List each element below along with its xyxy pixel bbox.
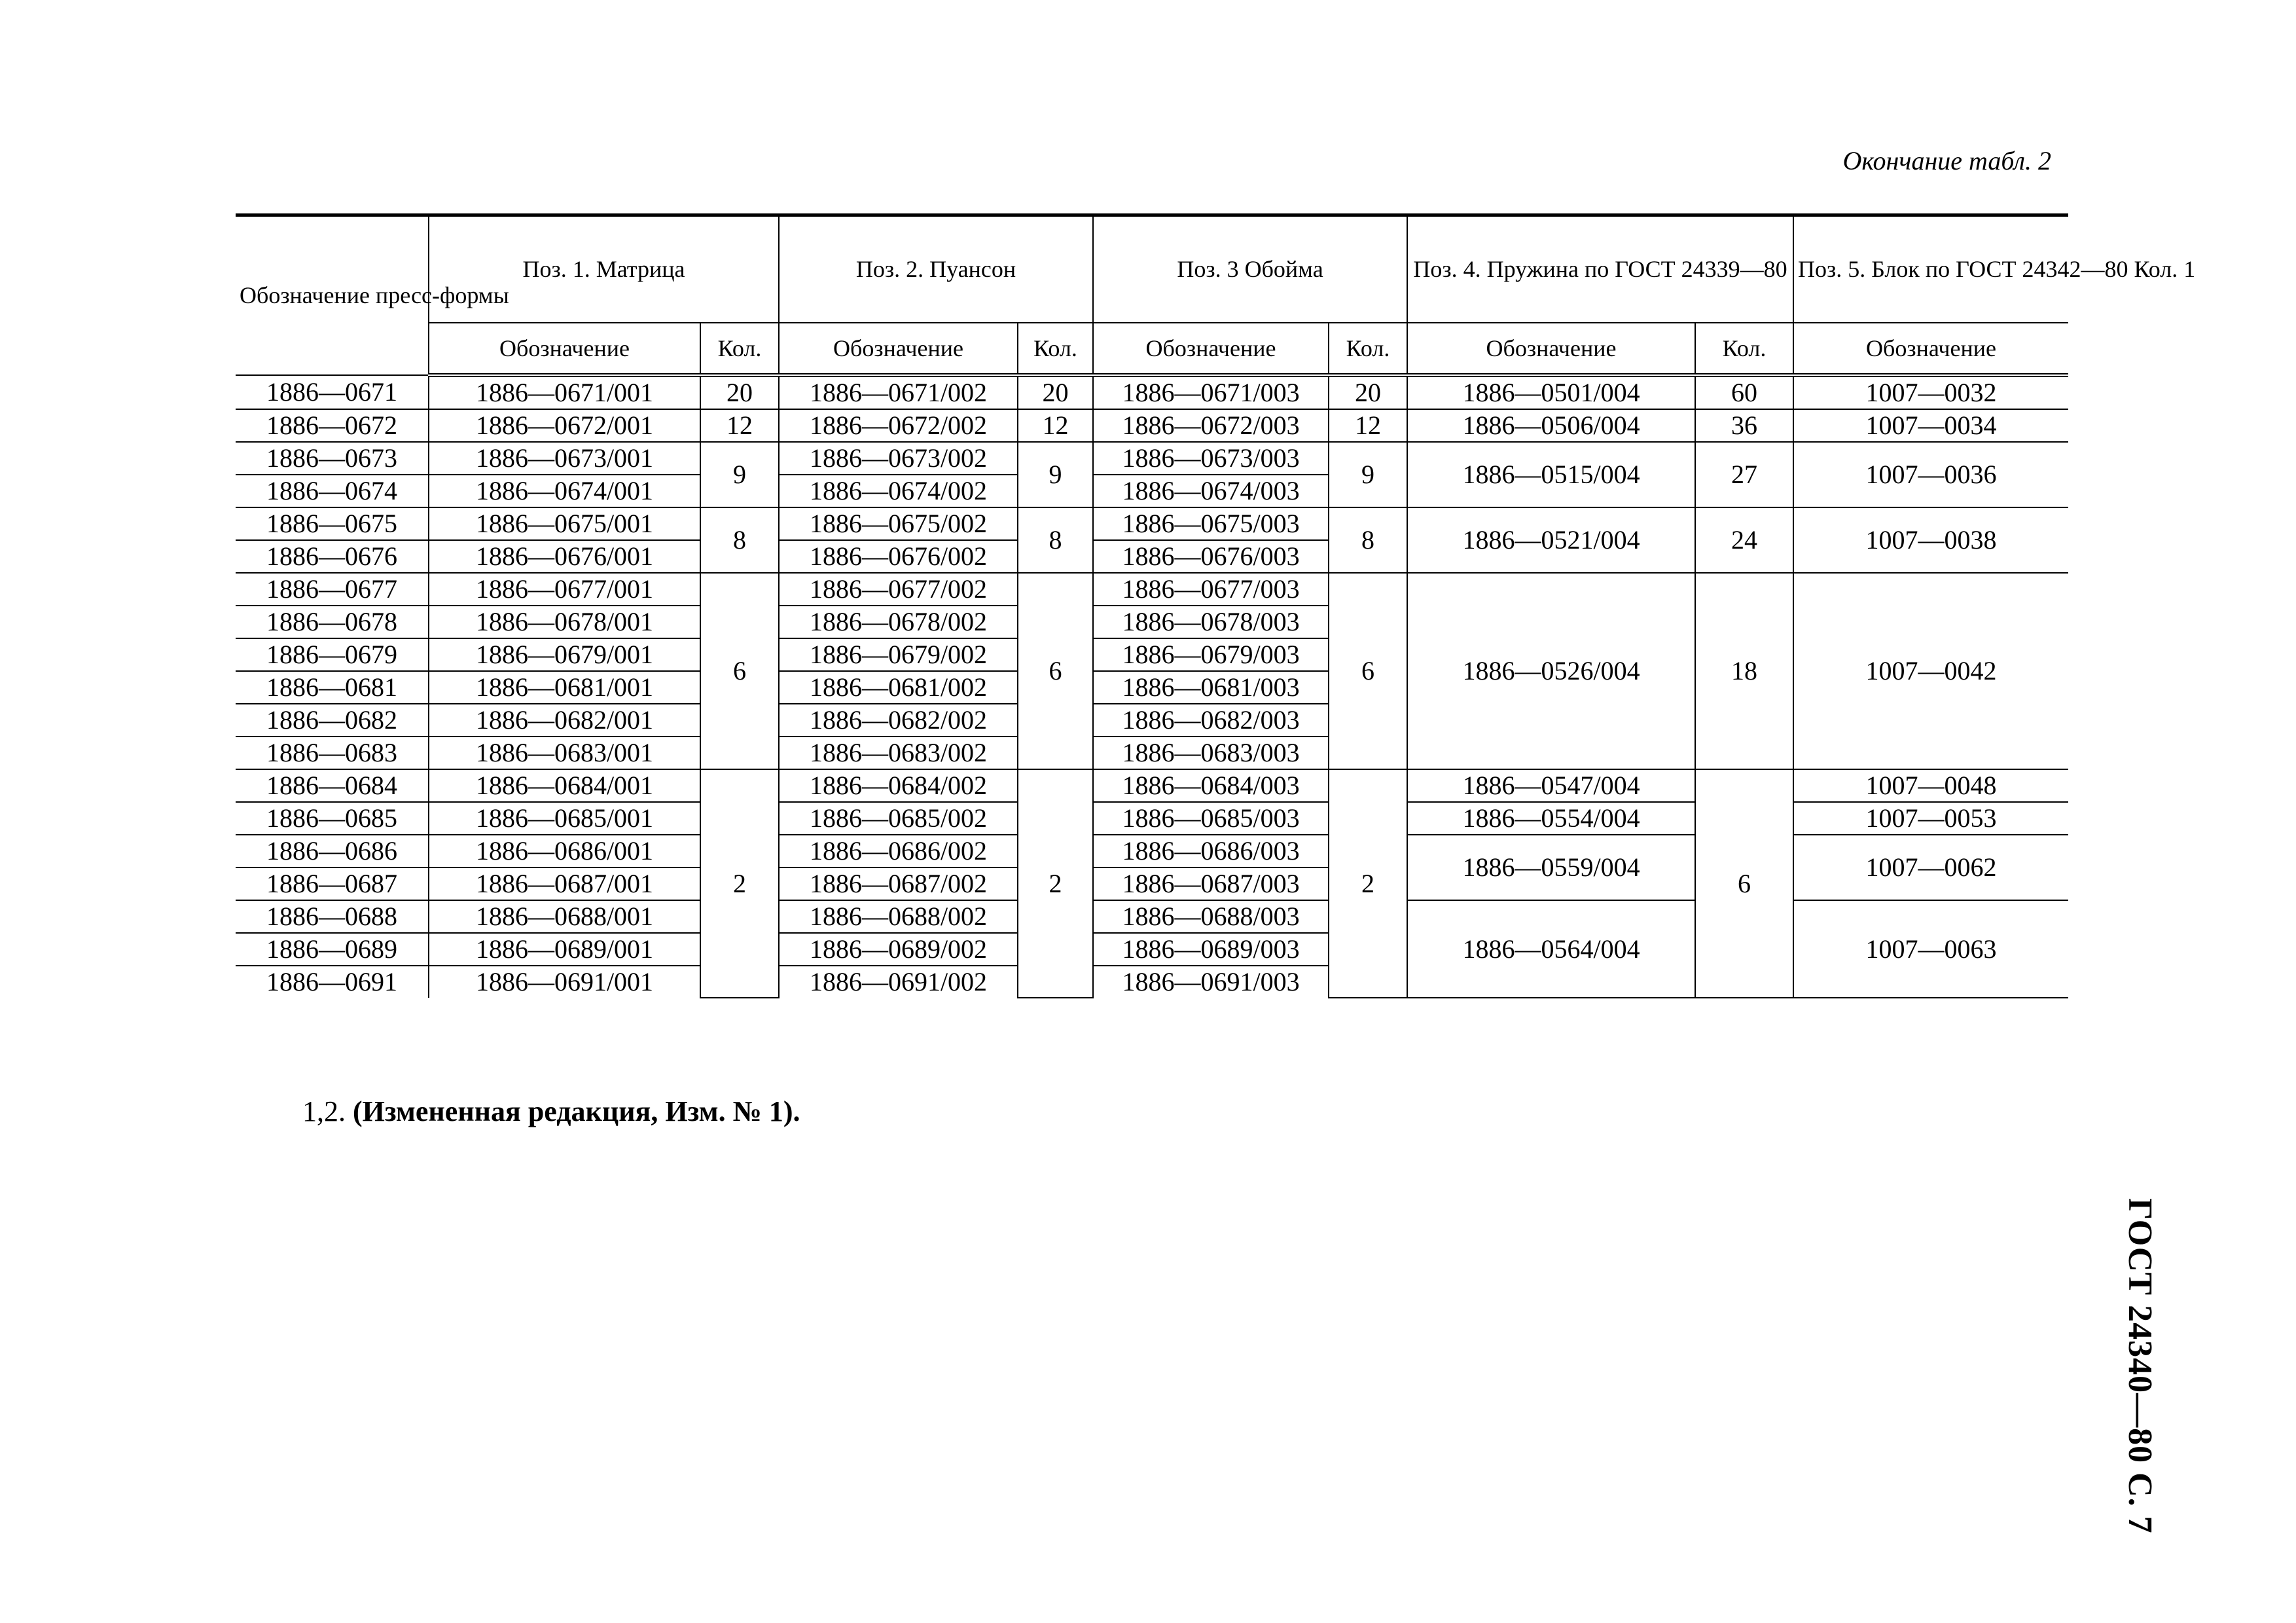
spring-designation: 1886—0506/004 [1407, 409, 1695, 442]
punch-designation: 1886—0672/002 [779, 409, 1018, 442]
punch-designation: 1886—0673/002 [779, 442, 1018, 475]
table-row [236, 769, 2068, 802]
table-row [236, 375, 2068, 409]
spring-qty: 18 [1695, 573, 1793, 769]
block-designation: 1007—0042 [1793, 573, 2068, 769]
mold-designation: 1886—0688 [236, 900, 429, 933]
block-designation: 1007—0032 [1793, 375, 2068, 409]
mold-designation: 1886—0675 [236, 507, 429, 540]
block-designation: 1007—0036 [1793, 442, 2068, 507]
punch-designation: 1886—0689/002 [779, 933, 1018, 966]
holder-designation: 1886—0681/003 [1093, 671, 1329, 704]
mold-designation: 1886—0682 [236, 704, 429, 737]
matrix-designation: 1886—0689/001 [429, 933, 700, 966]
spring-qty: 27 [1695, 442, 1793, 507]
matrix-qty: 2 [700, 769, 779, 998]
holder-designation: 1886—0691/003 [1093, 966, 1329, 998]
block-designation: 1007—0063 [1793, 900, 2068, 998]
holder-designation: 1886—0674/003 [1093, 475, 1329, 507]
subheader-designation: Обозначение [779, 323, 1018, 375]
matrix-designation: 1886—0673/001 [429, 442, 700, 475]
holder-qty: 6 [1329, 573, 1407, 769]
matrix-designation: 1886—0671/001 [429, 375, 700, 409]
table-row [236, 835, 2068, 867]
matrix-qty: 20 [700, 375, 779, 409]
subheader-designation: Обозначение [1407, 323, 1695, 375]
spring-qty: 24 [1695, 507, 1793, 573]
table-row [236, 507, 2068, 540]
punch-designation: 1886—0677/002 [779, 573, 1018, 606]
holder-designation: 1886—0688/003 [1093, 900, 1329, 933]
subheader-qty: Кол. [1329, 323, 1407, 375]
punch-designation: 1886—0686/002 [779, 835, 1018, 867]
col-header-pos2: Поз. 2. Пуансон [779, 215, 1093, 323]
mold-designation: 1886—0673 [236, 442, 429, 475]
punch-qty: 20 [1018, 375, 1093, 409]
holder-designation: 1886—0684/003 [1093, 769, 1329, 802]
holder-designation: 1886—0685/003 [1093, 802, 1329, 835]
punch-qty: 8 [1018, 507, 1093, 573]
punch-designation: 1886—0681/002 [779, 671, 1018, 704]
matrix-designation: 1886—0674/001 [429, 475, 700, 507]
matrix-designation: 1886—0679/001 [429, 638, 700, 671]
matrix-designation: 1886—0682/001 [429, 704, 700, 737]
matrix-designation: 1886—0691/001 [429, 966, 700, 998]
holder-qty: 8 [1329, 507, 1407, 573]
spring-qty: 36 [1695, 409, 1793, 442]
mold-designation: 1886—0684 [236, 769, 429, 802]
holder-designation: 1886—0671/003 [1093, 375, 1329, 409]
matrix-designation: 1886—0672/001 [429, 409, 700, 442]
block-designation: 1007—0034 [1793, 409, 2068, 442]
mold-designation: 1886—0672 [236, 409, 429, 442]
punch-designation: 1886—0685/002 [779, 802, 1018, 835]
amendment-note [302, 1095, 800, 1128]
punch-qty: 6 [1018, 573, 1093, 769]
mold-designation: 1886—0685 [236, 802, 429, 835]
subheader-qty: Кол. [1695, 323, 1793, 375]
matrix-designation: 1886—0677/001 [429, 573, 700, 606]
table-row [236, 573, 2068, 606]
mold-designation: 1886—0691 [236, 966, 429, 998]
punch-designation: 1886—0687/002 [779, 867, 1018, 900]
note-amendment: (Измененная редакция, Изм. № 1). [353, 1095, 800, 1127]
mold-designation: 1886—0674 [236, 475, 429, 507]
matrix-qty: 9 [700, 442, 779, 507]
block-designation: 1007—0053 [1793, 802, 2068, 835]
mold-designation: 1886—0687 [236, 867, 429, 900]
mold-designation: 1886—0681 [236, 671, 429, 704]
holder-qty: 9 [1329, 442, 1407, 507]
holder-designation: 1886—0672/003 [1093, 409, 1329, 442]
spring-designation: 1886—0554/004 [1407, 802, 1695, 835]
matrix-designation: 1886—0676/001 [429, 540, 700, 573]
punch-designation: 1886—0684/002 [779, 769, 1018, 802]
table-row [236, 442, 2068, 475]
mold-designation: 1886—0678 [236, 606, 429, 638]
holder-designation: 1886—0675/003 [1093, 507, 1329, 540]
spring-qty: 6 [1695, 769, 1793, 998]
matrix-designation: 1886—0684/001 [429, 769, 700, 802]
spec-table [236, 213, 2196, 998]
holder-designation: 1886—0678/003 [1093, 606, 1329, 638]
table-row [236, 802, 2068, 835]
subheader-qty: Кол. [1018, 323, 1093, 375]
col-header-pos1: Поз. 1. Матрица [429, 215, 779, 323]
table-row [236, 409, 2068, 442]
matrix-designation: 1886—0688/001 [429, 900, 700, 933]
block-designation: 1007—0038 [1793, 507, 2068, 573]
table-caption: Окончание табл. 2 [1842, 146, 2051, 175]
col-header-pos5: Поз. 5. Блок по ГОСТ 24342—80 Кол. 1 [1793, 215, 2068, 323]
holder-designation: 1886—0689/003 [1093, 933, 1329, 966]
punch-designation: 1886—0675/002 [779, 507, 1018, 540]
note-prefix: 1,2. [302, 1095, 346, 1127]
punch-qty: 12 [1018, 409, 1093, 442]
matrix-designation: 1886—0683/001 [429, 737, 700, 769]
punch-designation: 1886—0676/002 [779, 540, 1018, 573]
holder-designation: 1886—0682/003 [1093, 704, 1329, 737]
punch-qty: 9 [1018, 442, 1093, 507]
spring-qty: 60 [1695, 375, 1793, 409]
holder-qty: 2 [1329, 769, 1407, 998]
subheader-qty: Кол. [700, 323, 779, 375]
matrix-designation: 1886—0678/001 [429, 606, 700, 638]
holder-designation: 1886—0673/003 [1093, 442, 1329, 475]
spring-designation: 1886—0547/004 [1407, 769, 1695, 802]
subheader-designation: Обозначение [1093, 323, 1329, 375]
mold-designation: 1886—0676 [236, 540, 429, 573]
spring-designation: 1886—0521/004 [1407, 507, 1695, 573]
matrix-designation: 1886—0687/001 [429, 867, 700, 900]
subheader-designation: Обозначение [429, 323, 700, 375]
col-header-designation: Обозначение пресс-формы [236, 215, 429, 375]
punch-qty: 2 [1018, 769, 1093, 998]
holder-designation: 1886—0687/003 [1093, 867, 1329, 900]
spring-designation: 1886—0559/004 [1407, 835, 1695, 900]
mold-designation: 1886—0686 [236, 835, 429, 867]
mold-designation: 1886—0689 [236, 933, 429, 966]
matrix-designation: 1886—0675/001 [429, 507, 700, 540]
mold-designation: 1886—0679 [236, 638, 429, 671]
col-header-pos4: Поз. 4. Пружина по ГОСТ 24339—80 [1407, 215, 1793, 323]
matrix-qty: 6 [700, 573, 779, 769]
spring-designation: 1886—0526/004 [1407, 573, 1695, 769]
block-designation: 1007—0062 [1793, 835, 2068, 900]
spring-designation: 1886—0515/004 [1407, 442, 1695, 507]
matrix-designation: 1886—0686/001 [429, 835, 700, 867]
holder-designation: 1886—0676/003 [1093, 540, 1329, 573]
punch-designation: 1886—0679/002 [779, 638, 1018, 671]
table-row [236, 900, 2068, 933]
punch-designation: 1886—0678/002 [779, 606, 1018, 638]
holder-designation: 1886—0679/003 [1093, 638, 1329, 671]
holder-designation: 1886—0677/003 [1093, 573, 1329, 606]
mold-designation: 1886—0683 [236, 737, 429, 769]
mold-designation: 1886—0671 [236, 375, 429, 409]
punch-designation: 1886—0671/002 [779, 375, 1018, 409]
spring-designation: 1886—0501/004 [1407, 375, 1695, 409]
holder-qty: 12 [1329, 409, 1407, 442]
block-designation: 1007—0048 [1793, 769, 2068, 802]
page-standard-label: ГОСТ 24340—80 С. 7 [2121, 1198, 2159, 1534]
punch-designation: 1886—0682/002 [779, 704, 1018, 737]
punch-designation: 1886—0674/002 [779, 475, 1018, 507]
mold-designation: 1886—0677 [236, 573, 429, 606]
spring-designation: 1886—0564/004 [1407, 900, 1695, 998]
matrix-designation: 1886—0681/001 [429, 671, 700, 704]
subheader-designation: Обозначение [1793, 323, 2068, 375]
matrix-qty: 8 [700, 507, 779, 573]
punch-designation: 1886—0688/002 [779, 900, 1018, 933]
punch-designation: 1886—0691/002 [779, 966, 1018, 998]
holder-designation: 1886—0686/003 [1093, 835, 1329, 867]
punch-designation: 1886—0683/002 [779, 737, 1018, 769]
matrix-designation: 1886—0685/001 [429, 802, 700, 835]
matrix-qty: 12 [700, 409, 779, 442]
col-header-pos3: Поз. 3 Обойма [1093, 215, 1407, 323]
holder-designation: 1886—0683/003 [1093, 737, 1329, 769]
holder-qty: 20 [1329, 375, 1407, 409]
